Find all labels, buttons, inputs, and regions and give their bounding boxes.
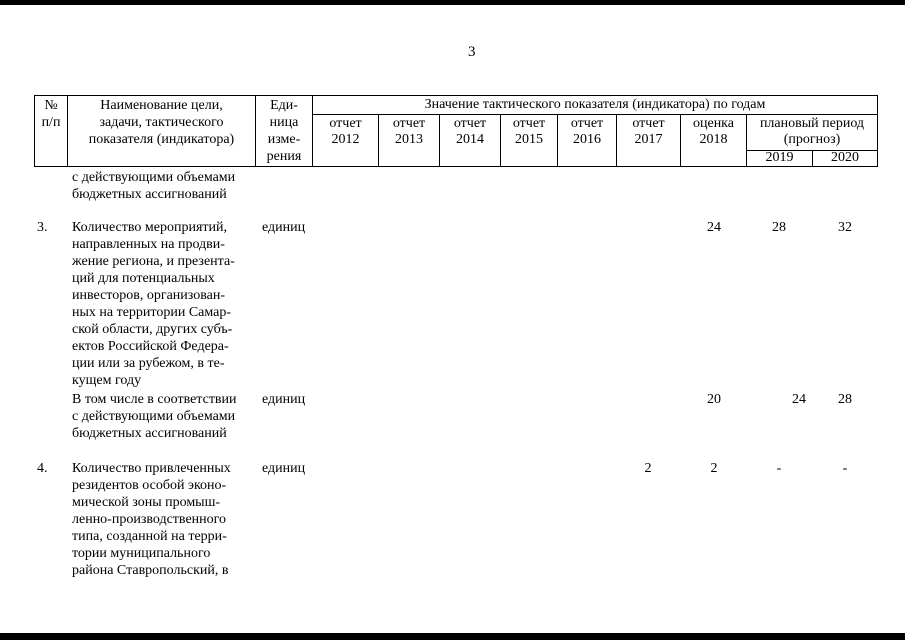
row-name-line: тории муниципального: [72, 546, 211, 561]
header-name-label: показателя (индикатора): [88, 132, 235, 147]
header-num-label: №: [44, 98, 58, 113]
header-plan-year: 2020: [831, 150, 859, 165]
row-value-2017: 2: [644, 461, 652, 476]
vline: [877, 95, 878, 167]
row-value-2019: 28: [772, 220, 786, 235]
header-plan-group: (прогноз): [783, 132, 841, 147]
row-name-line: кущем году: [72, 373, 142, 388]
header-unit-label: ница: [269, 115, 299, 130]
row-name-line: жение региона, и презента-: [72, 254, 235, 269]
row-name-line: ций для потенциальных: [72, 271, 215, 286]
row-name-line: района Ставропольский, в: [72, 563, 229, 578]
header-name-label: задачи, тактического: [99, 115, 224, 130]
row-name-line: ных на территории Самар-: [72, 305, 232, 320]
top-border: [0, 0, 905, 5]
row-name-line: с действующими объемами: [72, 170, 236, 185]
row-name-line: резидентов особой эконо-: [72, 478, 227, 493]
row-name-line: типа, созданной на терри-: [72, 529, 227, 544]
row-name-line: инвесторов, организован-: [72, 288, 226, 303]
header-year-label: отчет: [329, 116, 362, 131]
row-name-line: ектов Российской Федера-: [72, 339, 229, 354]
header-unit-label: рения: [266, 149, 302, 164]
row-name-line: мической зоны промыш-: [72, 495, 221, 510]
header-top-line: [34, 95, 878, 96]
row-value-2018: 20: [707, 392, 721, 407]
row-number: 3.: [37, 220, 48, 235]
header-name-label: Наименование цели,: [100, 98, 223, 113]
header-year-value: 2017: [634, 132, 663, 147]
header-plan-group: плановый период: [759, 116, 865, 131]
row-value-2018: 2: [710, 461, 718, 476]
header-unit-label: Еди-: [270, 98, 298, 113]
row-value-2020: -: [842, 461, 848, 476]
row-number: 4.: [37, 461, 48, 476]
row-name-line: ской области, других субъ-: [72, 322, 233, 337]
header-year-label: отчет: [632, 116, 665, 131]
row-name-line: бюджетных ассигнований: [72, 187, 227, 202]
row-name-line: Количество мероприятий,: [72, 220, 227, 235]
header-year-label: оценка: [692, 116, 734, 131]
row-value-2018: 24: [707, 220, 721, 235]
bottom-border: [0, 633, 905, 640]
row-name-line: Количество привлеченных: [72, 461, 231, 476]
row-name-line: В том числе в соответствии: [72, 392, 237, 407]
header-values-group: Значение тактического показателя (индикатора) по годам: [424, 97, 766, 112]
page-number: 3: [468, 44, 476, 60]
row-unit: единиц: [262, 220, 306, 235]
row-value-2019: -: [776, 461, 782, 476]
row-value-2020: 32: [838, 220, 852, 235]
row-unit: единиц: [262, 461, 306, 476]
header-year-value: 2018: [699, 132, 728, 147]
row-value-2020: 28: [838, 392, 852, 407]
header-year-label: отчет: [453, 116, 487, 131]
header-year-value: 2015: [515, 132, 543, 147]
header-year-label: отчет: [570, 116, 604, 131]
header-year-value: 2012: [331, 132, 360, 147]
header-year-value: 2014: [456, 132, 484, 147]
row-name-line: с действующими объемами: [72, 409, 236, 424]
row-unit: единиц: [262, 392, 306, 407]
row-value-2019: 24: [792, 392, 806, 407]
header-year-label: отчет: [392, 116, 426, 131]
header-unit-label: изме-: [267, 132, 301, 147]
row-name-line: направленных на продви-: [72, 237, 225, 252]
row-name-line: ленно-производственного: [72, 512, 227, 527]
header-year-label: отчет: [512, 116, 546, 131]
header-year-value: 2016: [573, 132, 601, 147]
header-plan-year: 2019: [765, 150, 794, 165]
row-name-line: ции или за рубежом, в те-: [72, 356, 225, 371]
header-mid-line: [312, 114, 878, 115]
header-year-value: 2013: [395, 132, 423, 147]
header-num-label: п/п: [41, 115, 61, 130]
row-name-line: бюджетных ассигнований: [72, 426, 227, 441]
header-bottom-line: [34, 166, 878, 167]
